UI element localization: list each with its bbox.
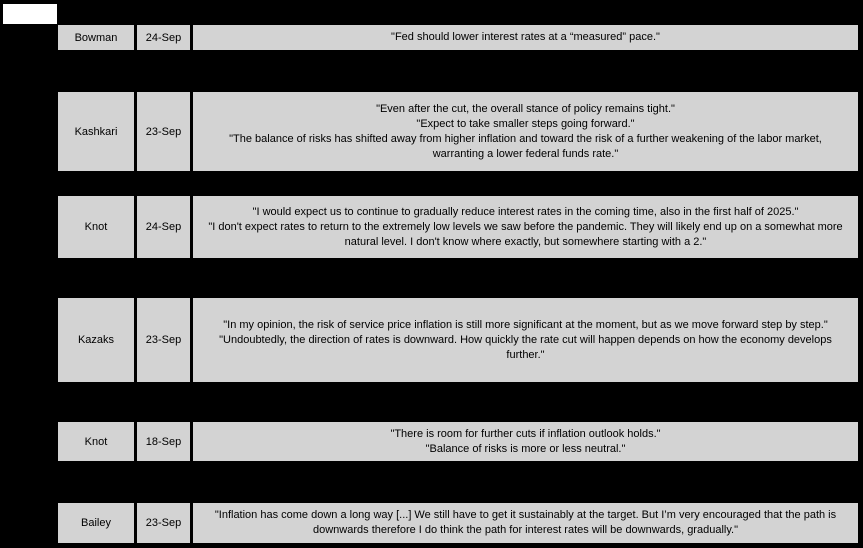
quote-line: "The balance of risks has shifted away from higher inflation and toward the risk of a further weakening of the labor market, warranting a lower federal funds rate." <box>229 132 822 160</box>
speaker-cell: Kashkari <box>58 92 134 171</box>
quote-line: "Expect to take smaller steps going forward." <box>416 117 635 130</box>
date-cell: 23-Sep <box>137 92 190 171</box>
quote-line: "There is room for further cuts if inflation outlook holds." <box>390 427 661 440</box>
date-cell: 23-Sep <box>137 298 190 382</box>
quote-cell <box>193 298 858 382</box>
table-row <box>58 503 858 543</box>
date-cell: 24-Sep <box>137 25 190 50</box>
quote-cell <box>193 92 858 171</box>
date-cell: 23-Sep <box>137 503 190 543</box>
quote-cell <box>193 503 858 543</box>
quote-cell <box>193 25 858 50</box>
speaker-cell: Bowman <box>58 25 134 50</box>
date-cell: 18-Sep <box>137 422 190 461</box>
quote-line: "I don't expect rates to return to the extremely low levels we saw before the pandemic. They will likely end up on a somewhat more natural level. I don't know where exactly, but somewhere starting with a 2." <box>208 220 843 248</box>
blank-legend-cell <box>3 4 57 24</box>
quote-cell <box>193 422 858 461</box>
speaker-cell: Knot <box>58 196 134 258</box>
table-row <box>58 422 858 461</box>
table-row <box>58 25 858 50</box>
quote-line: "Balance of risks is more or less neutral." <box>425 442 626 455</box>
quote-line: "Inflation has come down a long way [...] We still have to get it sustainably at the target. But I’m very encouraged that the path is downwards therefore I do think the path for interest rates will be downwards, gradually." <box>214 509 837 536</box>
speaker-cell: Bailey <box>58 503 134 543</box>
quote-line: "Undoubtedly, the direction of rates is downward. How quickly the rate cut will happen depends on how the economy develops further." <box>219 333 832 361</box>
quote-line: "Fed should lower interest rates at a “measured” pace." <box>391 31 660 43</box>
date-cell: 24-Sep <box>137 196 190 258</box>
table-row <box>58 196 858 258</box>
quote-cell <box>193 196 858 258</box>
table-row <box>58 298 858 382</box>
speaker-cell: Knot <box>58 422 134 461</box>
quote-line: "I would expect us to continue to gradually reduce interest rates in the coming time, also in the first half of 2025." <box>252 205 799 218</box>
table-row <box>58 92 858 171</box>
quote-line: "Even after the cut, the overall stance of policy remains tight." <box>376 102 675 115</box>
speaker-cell: Kazaks <box>58 298 134 382</box>
quote-line: "In my opinion, the risk of service price inflation is still more significant at the moment, but as we move forward step by step." <box>223 318 828 331</box>
